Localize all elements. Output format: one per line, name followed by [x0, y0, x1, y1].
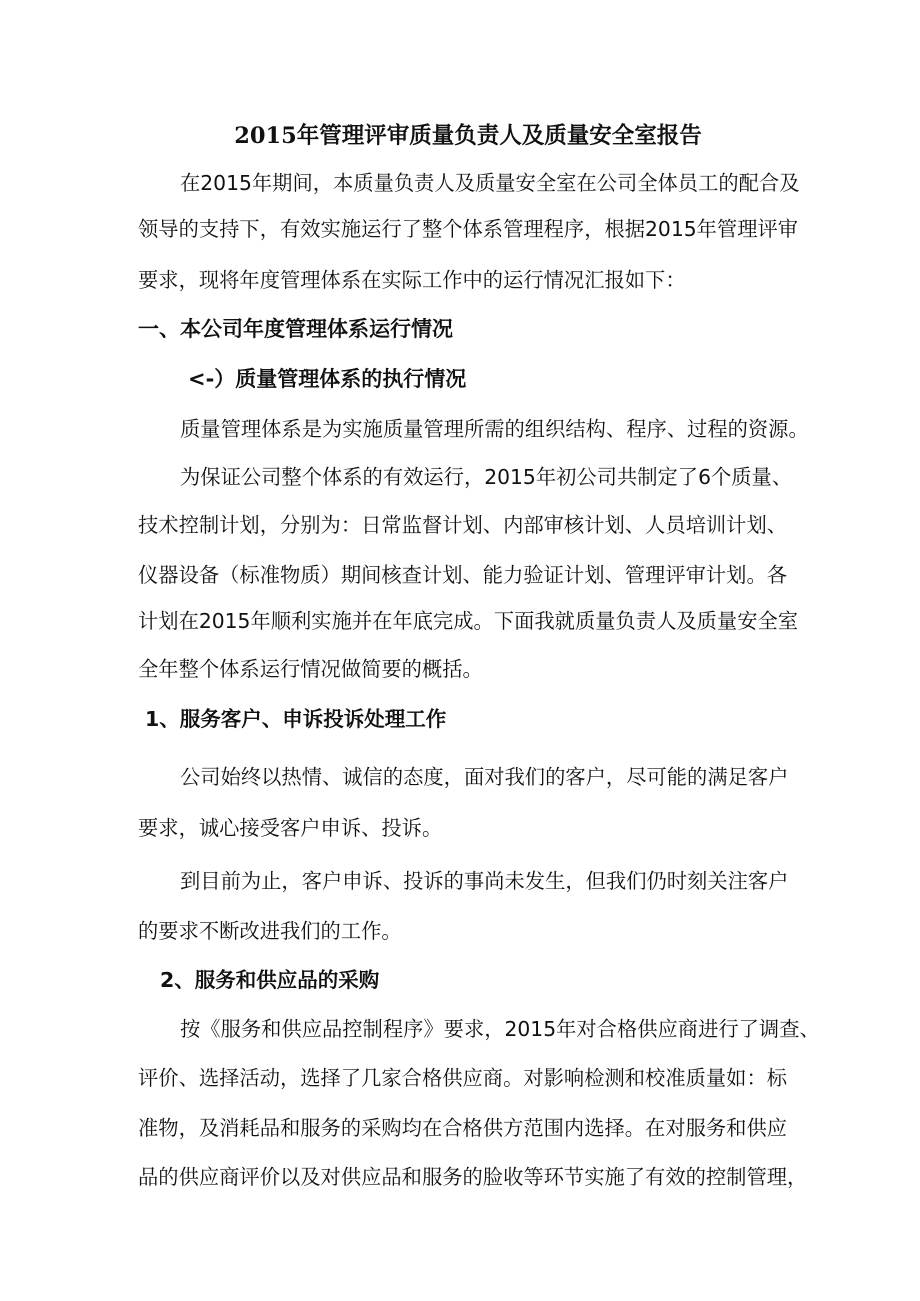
item-1-para-2-line-2: 的要求不断改进我们的工作。 — [138, 919, 402, 943]
subsection-1-para-1: 质量管理体系是为实施质量管理所需的组织结构、程序、过程的资源。 — [180, 417, 809, 441]
item-2-para-1-line-4: 品的供应商评价以及对供应品和服务的脸收等环节实施了有效的控制管理， — [138, 1165, 808, 1189]
item-2-para-1-line-2: 评价、选择活动，选择了几家合格供应商。对影响检测和校准质量如：标 — [138, 1066, 788, 1090]
item-1-para-1-line-2: 要求，诚心接受客户申诉、投诉。 — [138, 816, 443, 840]
item-1-para-1-line-1: 公司始终以热情、诚信的态度，面对我们的客户，尽可能的满足客户 — [180, 765, 789, 789]
section-1-heading: 一、本公司年度管理体系运行情况 — [138, 317, 453, 341]
subsection-1-para-2-line-5: 全年整个体系运行情况做简要的概括。 — [138, 657, 483, 681]
intro-line-1: 在2015年期间，本质量负责人及质量安全室在公司全体员工的配合及 — [180, 171, 800, 195]
item-2-para-1-line-1: 按《服务和供应品控制程序》要求，2015年对合格供应商进行了调查、 — [180, 1017, 820, 1041]
intro-line-3: 要求，现将年度管理体系在实际工作中的运行情况汇报如下： — [138, 268, 686, 292]
item-2-para-1-line-3: 准物，及消耗品和服务的采购均在合格供方范围内选择。在对服务和供应 — [138, 1116, 788, 1140]
subsection-1-para-2-line-3: 仪器设备（标准物质）期间核查计划、能力验证计划、管理评审计划。各 — [138, 563, 788, 587]
subsection-1-para-2-line-4: 计划在2015年顺利实施并在年底完成。下面我就质量负责人及质量安全室 — [138, 609, 799, 633]
subsection-1-heading: <-）质量管理体系的执行情况 — [188, 367, 467, 391]
intro-line-2: 领导的支持下，有效实施运行了整个体系管理程序，根据2015年管理评审 — [138, 217, 799, 241]
item-1-heading: 1、服务客户、申诉投诉处理工作 — [145, 707, 447, 731]
subsection-1-para-2-line-1: 为保证公司整个体系的有效运行，2015年初公司共制定了6个质量、 — [180, 465, 793, 489]
item-2-heading: 2、服务和供应品的采购 — [160, 968, 380, 992]
subsection-1-para-2-line-2: 技术控制计划，分别为：日常监督计划、内部审核计划、人员培训计划、 — [138, 513, 788, 537]
item-1-para-2-line-1: 到目前为止，客户申诉、投诉的事尚未发生，但我们仍时刻关注客户 — [180, 869, 789, 893]
document-title: 2015年管理评审质量负责人及质量安全室报告 — [234, 123, 702, 149]
